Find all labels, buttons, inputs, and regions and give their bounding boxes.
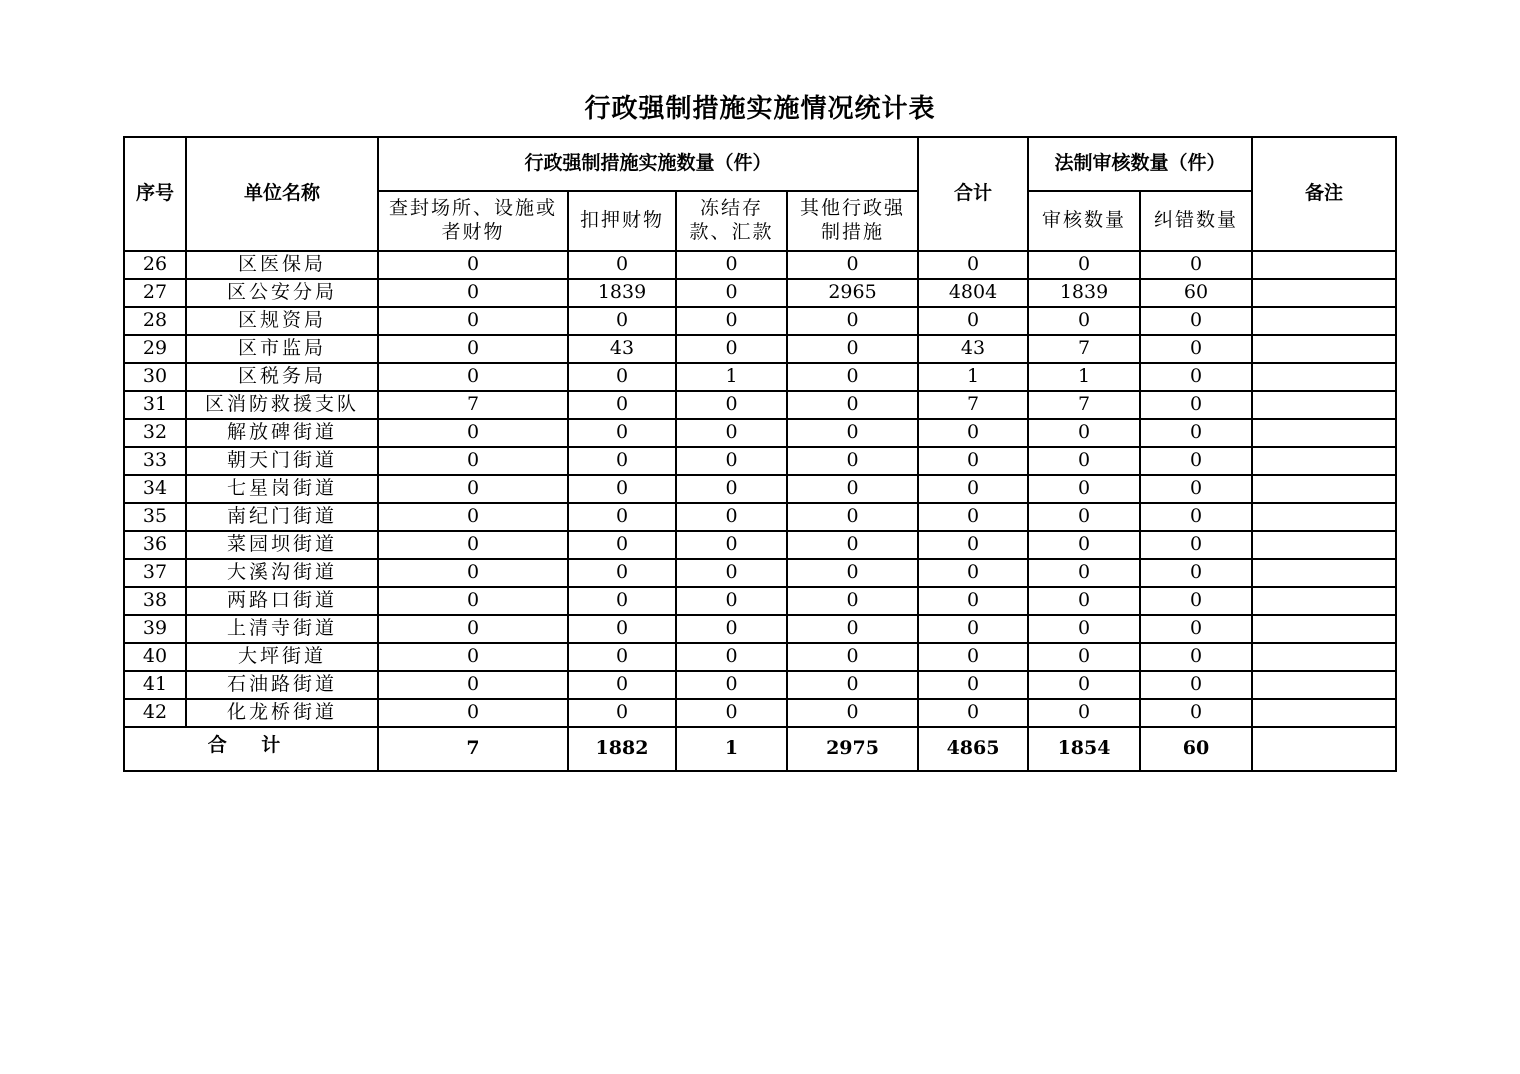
cell-seq: 28 — [124, 307, 186, 335]
cell-remark — [1252, 475, 1396, 503]
table-row — [124, 307, 1396, 335]
cell-total: 0 — [918, 447, 1028, 475]
cell-seize: 0 — [568, 251, 676, 279]
table-row — [124, 643, 1396, 671]
cell-reviewed: 0 — [1028, 671, 1140, 699]
cell-reviewed: 0 — [1028, 447, 1140, 475]
cell-total: 43 — [918, 335, 1028, 363]
cell-freeze: 0 — [676, 699, 787, 727]
cell-seal: 0 — [378, 335, 568, 363]
cell-unit: 朝天门街道 — [186, 447, 378, 475]
cell-seq: 37 — [124, 559, 186, 587]
cell-seq: 31 — [124, 391, 186, 419]
cell-seize: 0 — [568, 447, 676, 475]
header-seq: 序号 — [124, 137, 186, 251]
header-freeze — [676, 191, 787, 251]
cell-seq: 33 — [124, 447, 186, 475]
cell-remark — [1252, 307, 1396, 335]
cell-reviewed: 1839 — [1028, 279, 1140, 307]
table-row — [124, 391, 1396, 419]
cell-remark — [1252, 251, 1396, 279]
cell-unit: 解放碑街道 — [186, 419, 378, 447]
cell-unit: 区消防救援支队 — [186, 391, 378, 419]
cell-freeze: 0 — [676, 671, 787, 699]
header-remark: 备注 — [1252, 137, 1396, 251]
cell-freeze: 0 — [676, 559, 787, 587]
cell-seize: 0 — [568, 559, 676, 587]
table-row — [124, 335, 1396, 363]
cell-remark — [1252, 391, 1396, 419]
cell-seq: 27 — [124, 279, 186, 307]
cell-total: 0 — [918, 615, 1028, 643]
cell-corrected: 0 — [1140, 307, 1252, 335]
cell-total: 1 — [918, 363, 1028, 391]
cell-unit: 大坪街道 — [186, 643, 378, 671]
cell-other: 0 — [787, 391, 918, 419]
cell-unit: 菜园坝街道 — [186, 531, 378, 559]
cell-freeze: 0 — [676, 391, 787, 419]
cell-corrected: 60 — [1140, 279, 1252, 307]
cell-seal: 0 — [378, 447, 568, 475]
cell-seize: 0 — [568, 503, 676, 531]
cell-freeze: 0 — [676, 279, 787, 307]
cell-other: 0 — [787, 307, 918, 335]
cell-corrected: 0 — [1140, 615, 1252, 643]
cell-remark — [1252, 363, 1396, 391]
cell-seal: 0 — [378, 363, 568, 391]
cell-corrected: 0 — [1140, 475, 1252, 503]
cell-seq: 30 — [124, 363, 186, 391]
cell-remark — [1252, 279, 1396, 307]
cell-reviewed: 0 — [1028, 475, 1140, 503]
header-other-text: 其他行政强制措施 — [799, 197, 905, 243]
cell-corrected: 0 — [1140, 559, 1252, 587]
header-corrected: 纠错数量 — [1140, 191, 1252, 251]
cell-unit: 石油路街道 — [186, 671, 378, 699]
cell-freeze: 0 — [676, 251, 787, 279]
cell-freeze: 0 — [676, 419, 787, 447]
header-review-group: 法制审核数量（件） — [1028, 137, 1252, 191]
cell-remark — [1252, 335, 1396, 363]
cell-remark — [1252, 643, 1396, 671]
table-row — [124, 279, 1396, 307]
cell-freeze: 0 — [676, 475, 787, 503]
cell-other: 0 — [787, 643, 918, 671]
cell-reviewed: 0 — [1028, 615, 1140, 643]
cell-remark — [1252, 531, 1396, 559]
cell-unit: 区规资局 — [186, 307, 378, 335]
cell-corrected: 0 — [1140, 699, 1252, 727]
cell-remark — [1252, 615, 1396, 643]
cell-corrected: 0 — [1140, 643, 1252, 671]
cell-seq: 40 — [124, 643, 186, 671]
cell-seize: 1839 — [568, 279, 676, 307]
cell-unit: 化龙桥街道 — [186, 699, 378, 727]
cell-remark — [1252, 587, 1396, 615]
cell-seize: 0 — [568, 391, 676, 419]
cell-corrected: 0 — [1140, 447, 1252, 475]
totals-reviewed: 1854 — [1028, 727, 1140, 771]
cell-unit: 上清寺街道 — [186, 615, 378, 643]
cell-seal: 0 — [378, 671, 568, 699]
cell-seq: 38 — [124, 587, 186, 615]
cell-total: 0 — [918, 307, 1028, 335]
cell-other: 0 — [787, 503, 918, 531]
cell-seal: 7 — [378, 391, 568, 419]
cell-seal: 0 — [378, 559, 568, 587]
cell-total: 0 — [918, 587, 1028, 615]
header-seal-text: 查封场所、设施或者财物 — [388, 197, 557, 243]
cell-unit: 区公安分局 — [186, 279, 378, 307]
cell-seize: 0 — [568, 643, 676, 671]
cell-seq: 32 — [124, 419, 186, 447]
cell-remark — [1252, 699, 1396, 727]
cell-reviewed: 0 — [1028, 419, 1140, 447]
cell-total: 0 — [918, 503, 1028, 531]
cell-corrected: 0 — [1140, 531, 1252, 559]
totals-seal: 7 — [378, 727, 568, 771]
cell-remark — [1252, 559, 1396, 587]
cell-seal: 0 — [378, 307, 568, 335]
cell-seize: 0 — [568, 475, 676, 503]
totals-freeze: 1 — [676, 727, 787, 771]
cell-remark — [1252, 447, 1396, 475]
cell-other: 0 — [787, 447, 918, 475]
cell-seize: 0 — [568, 363, 676, 391]
cell-other: 0 — [787, 559, 918, 587]
cell-reviewed: 0 — [1028, 559, 1140, 587]
totals-other: 2975 — [787, 727, 918, 771]
table-row — [124, 531, 1396, 559]
cell-corrected: 0 — [1140, 503, 1252, 531]
cell-seq: 36 — [124, 531, 186, 559]
table-row — [124, 251, 1396, 279]
cell-seq: 29 — [124, 335, 186, 363]
cell-other: 0 — [787, 475, 918, 503]
cell-other: 0 — [787, 363, 918, 391]
cell-seal: 0 — [378, 531, 568, 559]
table-header — [124, 137, 1396, 251]
cell-corrected: 0 — [1140, 419, 1252, 447]
cell-total: 0 — [918, 251, 1028, 279]
cell-unit: 区医保局 — [186, 251, 378, 279]
cell-seal: 0 — [378, 251, 568, 279]
table-row — [124, 475, 1396, 503]
cell-freeze: 0 — [676, 335, 787, 363]
cell-freeze: 0 — [676, 307, 787, 335]
header-total: 合计 — [918, 137, 1028, 251]
cell-other: 0 — [787, 335, 918, 363]
cell-seize: 43 — [568, 335, 676, 363]
cell-reviewed: 1 — [1028, 363, 1140, 391]
cell-seal: 0 — [378, 699, 568, 727]
header-seal — [378, 191, 568, 251]
cell-total: 4804 — [918, 279, 1028, 307]
cell-remark — [1252, 503, 1396, 531]
table-row — [124, 559, 1396, 587]
cell-unit: 南纪门街道 — [186, 503, 378, 531]
cell-reviewed: 0 — [1028, 587, 1140, 615]
totals-remark — [1252, 727, 1396, 771]
cell-corrected: 0 — [1140, 391, 1252, 419]
cell-reviewed: 7 — [1028, 335, 1140, 363]
cell-unit: 七星岗街道 — [186, 475, 378, 503]
header-reviewed: 审核数量 — [1028, 191, 1140, 251]
table-footer — [124, 727, 1396, 771]
header-freeze-text: 冻结存款、汇款 — [689, 197, 774, 243]
cell-total: 0 — [918, 643, 1028, 671]
cell-freeze: 0 — [676, 531, 787, 559]
cell-seize: 0 — [568, 587, 676, 615]
cell-freeze: 1 — [676, 363, 787, 391]
table-row — [124, 671, 1396, 699]
cell-reviewed: 0 — [1028, 643, 1140, 671]
header-other — [787, 191, 918, 251]
cell-other: 0 — [787, 615, 918, 643]
page-title: 行政强制措施实施情况统计表 — [584, 94, 936, 124]
cell-other: 0 — [787, 587, 918, 615]
statistics-table — [123, 136, 1397, 772]
header-measures-group: 行政强制措施实施数量（件） — [378, 137, 918, 191]
cell-total: 0 — [918, 699, 1028, 727]
cell-other: 0 — [787, 251, 918, 279]
cell-seize: 0 — [568, 307, 676, 335]
cell-total: 0 — [918, 419, 1028, 447]
cell-other: 0 — [787, 419, 918, 447]
table-row — [124, 503, 1396, 531]
cell-corrected: 0 — [1140, 671, 1252, 699]
cell-seq: 41 — [124, 671, 186, 699]
totals-corrected: 60 — [1140, 727, 1252, 771]
cell-freeze: 0 — [676, 615, 787, 643]
cell-seize: 0 — [568, 419, 676, 447]
header-unit-name: 单位名称 — [186, 137, 378, 251]
cell-seq: 42 — [124, 699, 186, 727]
cell-corrected: 0 — [1140, 251, 1252, 279]
cell-seq: 39 — [124, 615, 186, 643]
cell-seal: 0 — [378, 279, 568, 307]
table-body — [124, 251, 1396, 727]
cell-seal: 0 — [378, 419, 568, 447]
cell-total: 0 — [918, 475, 1028, 503]
cell-remark — [1252, 671, 1396, 699]
cell-seq: 34 — [124, 475, 186, 503]
table-row — [124, 615, 1396, 643]
totals-total: 4865 — [918, 727, 1028, 771]
cell-seq: 35 — [124, 503, 186, 531]
cell-unit: 大溪沟街道 — [186, 559, 378, 587]
totals-seize: 1882 — [568, 727, 676, 771]
cell-total: 7 — [918, 391, 1028, 419]
cell-freeze: 0 — [676, 503, 787, 531]
cell-seal: 0 — [378, 615, 568, 643]
cell-corrected: 0 — [1140, 335, 1252, 363]
totals-row — [124, 727, 1396, 771]
header-seize: 扣押财物 — [568, 191, 676, 251]
table-row — [124, 363, 1396, 391]
cell-corrected: 0 — [1140, 587, 1252, 615]
cell-other: 0 — [787, 699, 918, 727]
cell-freeze: 0 — [676, 447, 787, 475]
cell-freeze: 0 — [676, 643, 787, 671]
cell-corrected: 0 — [1140, 363, 1252, 391]
cell-total: 0 — [918, 559, 1028, 587]
cell-reviewed: 0 — [1028, 503, 1140, 531]
cell-seal: 0 — [378, 587, 568, 615]
cell-other: 0 — [787, 531, 918, 559]
cell-total: 0 — [918, 531, 1028, 559]
cell-unit: 区税务局 — [186, 363, 378, 391]
cell-seize: 0 — [568, 531, 676, 559]
cell-seize: 0 — [568, 671, 676, 699]
cell-unit: 区市监局 — [186, 335, 378, 363]
cell-seal: 0 — [378, 643, 568, 671]
table-row — [124, 587, 1396, 615]
cell-seq: 26 — [124, 251, 186, 279]
cell-seize: 0 — [568, 699, 676, 727]
cell-reviewed: 7 — [1028, 391, 1140, 419]
cell-unit: 两路口街道 — [186, 587, 378, 615]
cell-seal: 0 — [378, 503, 568, 531]
table-row — [124, 699, 1396, 727]
cell-reviewed: 0 — [1028, 307, 1140, 335]
cell-seal: 0 — [378, 475, 568, 503]
cell-seize: 0 — [568, 615, 676, 643]
cell-freeze: 0 — [676, 587, 787, 615]
table-row — [124, 419, 1396, 447]
cell-remark — [1252, 419, 1396, 447]
totals-label: 合 计 — [124, 727, 378, 771]
cell-total: 0 — [918, 671, 1028, 699]
cell-reviewed: 0 — [1028, 251, 1140, 279]
cell-reviewed: 0 — [1028, 531, 1140, 559]
cell-other: 0 — [787, 671, 918, 699]
table-row — [124, 447, 1396, 475]
cell-other: 2965 — [787, 279, 918, 307]
cell-reviewed: 0 — [1028, 699, 1140, 727]
